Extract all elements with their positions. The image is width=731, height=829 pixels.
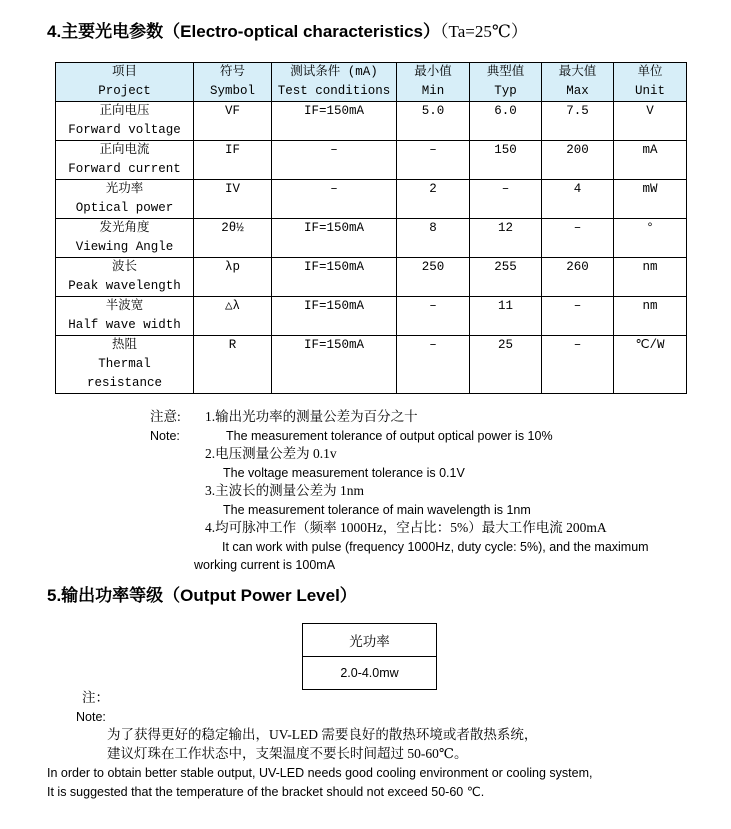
note-4-en-cont: working current is 100mA	[194, 558, 336, 572]
note-1-en: The measurement tolerance of output optical power is 10%	[226, 429, 553, 443]
header-cell: 项目 Project	[56, 63, 194, 102]
header-cell: 典型值 Typ	[470, 63, 542, 102]
note-label-en: Note:	[150, 429, 180, 443]
level-header-cell: 光功率	[303, 624, 437, 657]
note-3-cn: 3.主波长的测量公差为 1nm	[205, 483, 365, 498]
unit-cell: nm	[614, 258, 687, 297]
header-cell: 测试条件 (mA) Test conditions	[272, 63, 397, 102]
note-label-cn: 注意:	[150, 409, 181, 424]
typ-cell: –	[470, 180, 542, 219]
max-cell: 260	[542, 258, 614, 297]
max-cell: –	[542, 219, 614, 258]
table-row	[56, 258, 687, 297]
condition-cell: –	[272, 141, 397, 180]
note5-label-cn: 注：	[82, 690, 109, 705]
table-row	[56, 336, 687, 394]
min-cell: –	[397, 297, 470, 336]
table-row	[56, 141, 687, 180]
note-1-cn: 1.输出光功率的测量公差为百分之十	[205, 409, 418, 424]
unit-cell: nm	[614, 297, 687, 336]
max-cell: 200	[542, 141, 614, 180]
unit-cell: V	[614, 102, 687, 141]
min-cell: 2	[397, 180, 470, 219]
symbol-cell: △λ	[194, 297, 272, 336]
note5-label-en: Note:	[76, 710, 106, 724]
condition-cell: –	[272, 180, 397, 219]
note5-cn-line-2: 建议灯珠在工作状态中，支架温度不要长时间超过 50-60℃。	[107, 746, 468, 761]
note-2-cn: 2.电压测量公差为 0.1v	[205, 446, 337, 461]
unit-cell: °	[614, 219, 687, 258]
min-cell: 5.0	[397, 102, 470, 141]
table-row	[303, 657, 437, 690]
param-name-cell: 半波宽 Half wave width	[56, 297, 194, 336]
condition-cell: IF=150mA	[272, 297, 397, 336]
table-row	[303, 624, 437, 657]
header-cell: 符号 Symbol	[194, 63, 272, 102]
note-2-en: The voltage measurement tolerance is 0.1V	[223, 466, 465, 480]
symbol-cell: VF	[194, 102, 272, 141]
condition-cell: IF=150mA	[272, 219, 397, 258]
symbol-cell: R	[194, 336, 272, 394]
electro-optical-table	[55, 62, 687, 394]
typ-cell: 25	[470, 336, 542, 394]
unit-cell: ℃/W	[614, 336, 687, 394]
param-name-cell: 波长 Peak wavelength	[56, 258, 194, 297]
note-4-en: It can work with pulse (frequency 1000Hz, duty cycle: 5%), and the maximum	[222, 540, 649, 554]
note-4-cn: 4.均可脉冲工作（频率 1000Hz，空占比：5%）最大工作电流 200mA	[205, 520, 607, 535]
typ-cell: 12	[470, 219, 542, 258]
param-name-cell: 正向电压 Forward voltage	[56, 102, 194, 141]
min-cell: –	[397, 141, 470, 180]
max-cell: 4	[542, 180, 614, 219]
symbol-cell: IF	[194, 141, 272, 180]
section-4-title: 4.主要光电参数（Electro-optical characteristics）	[47, 22, 441, 41]
condition-cell: IF=150mA	[272, 336, 397, 394]
unit-cell: mW	[614, 180, 687, 219]
table-row	[56, 102, 687, 141]
table-row	[56, 180, 687, 219]
typ-cell: 6.0	[470, 102, 542, 141]
param-name-cell: 正向电流 Forward current	[56, 141, 194, 180]
header-cell: 单位 Unit	[614, 63, 687, 102]
unit-cell: mA	[614, 141, 687, 180]
section-5-title: 5.输出功率等级（Output Power Level）	[47, 586, 357, 605]
max-cell: –	[542, 297, 614, 336]
note5-cn-line-1: 为了获得更好的稳定输出，UV-LED 需要良好的散热环境或者散热系统，	[107, 727, 538, 742]
symbol-cell: 2θ½	[194, 219, 272, 258]
typ-cell: 11	[470, 297, 542, 336]
condition-cell: IF=150mA	[272, 102, 397, 141]
section-4-heading	[47, 17, 528, 42]
note5-en-line-2: It is suggested that the temperature of the bracket should not exceed 50-60 ℃.	[47, 785, 485, 799]
table-row	[56, 297, 687, 336]
min-cell: 8	[397, 219, 470, 258]
table-header-row	[56, 63, 687, 102]
condition-cell: IF=150mA	[272, 258, 397, 297]
symbol-cell: λp	[194, 258, 272, 297]
note5-en-line-1: In order to obtain better stable output, UV-LED needs good cooling environment or cooling system,	[47, 766, 593, 780]
typ-cell: 150	[470, 141, 542, 180]
max-cell: 7.5	[542, 102, 614, 141]
section-4-condition: （Ta=25℃）	[440, 22, 528, 41]
table-row	[56, 219, 687, 258]
output-power-level-table	[302, 623, 437, 690]
header-cell: 最小值 Min	[397, 63, 470, 102]
level-value-cell: 2.0-4.0mw	[303, 657, 437, 690]
typ-cell: 255	[470, 258, 542, 297]
min-cell: 250	[397, 258, 470, 297]
note-3-en: The measurement tolerance of main wavelength is 1nm	[223, 503, 531, 517]
header-cell: 最大值 Max	[542, 63, 614, 102]
param-name-cell: 热阻 Thermal resistance	[56, 336, 194, 394]
param-name-cell: 发光角度 Viewing Angle	[56, 219, 194, 258]
symbol-cell: IV	[194, 180, 272, 219]
param-name-cell: 光功率 Optical power	[56, 180, 194, 219]
min-cell: –	[397, 336, 470, 394]
max-cell: –	[542, 336, 614, 394]
